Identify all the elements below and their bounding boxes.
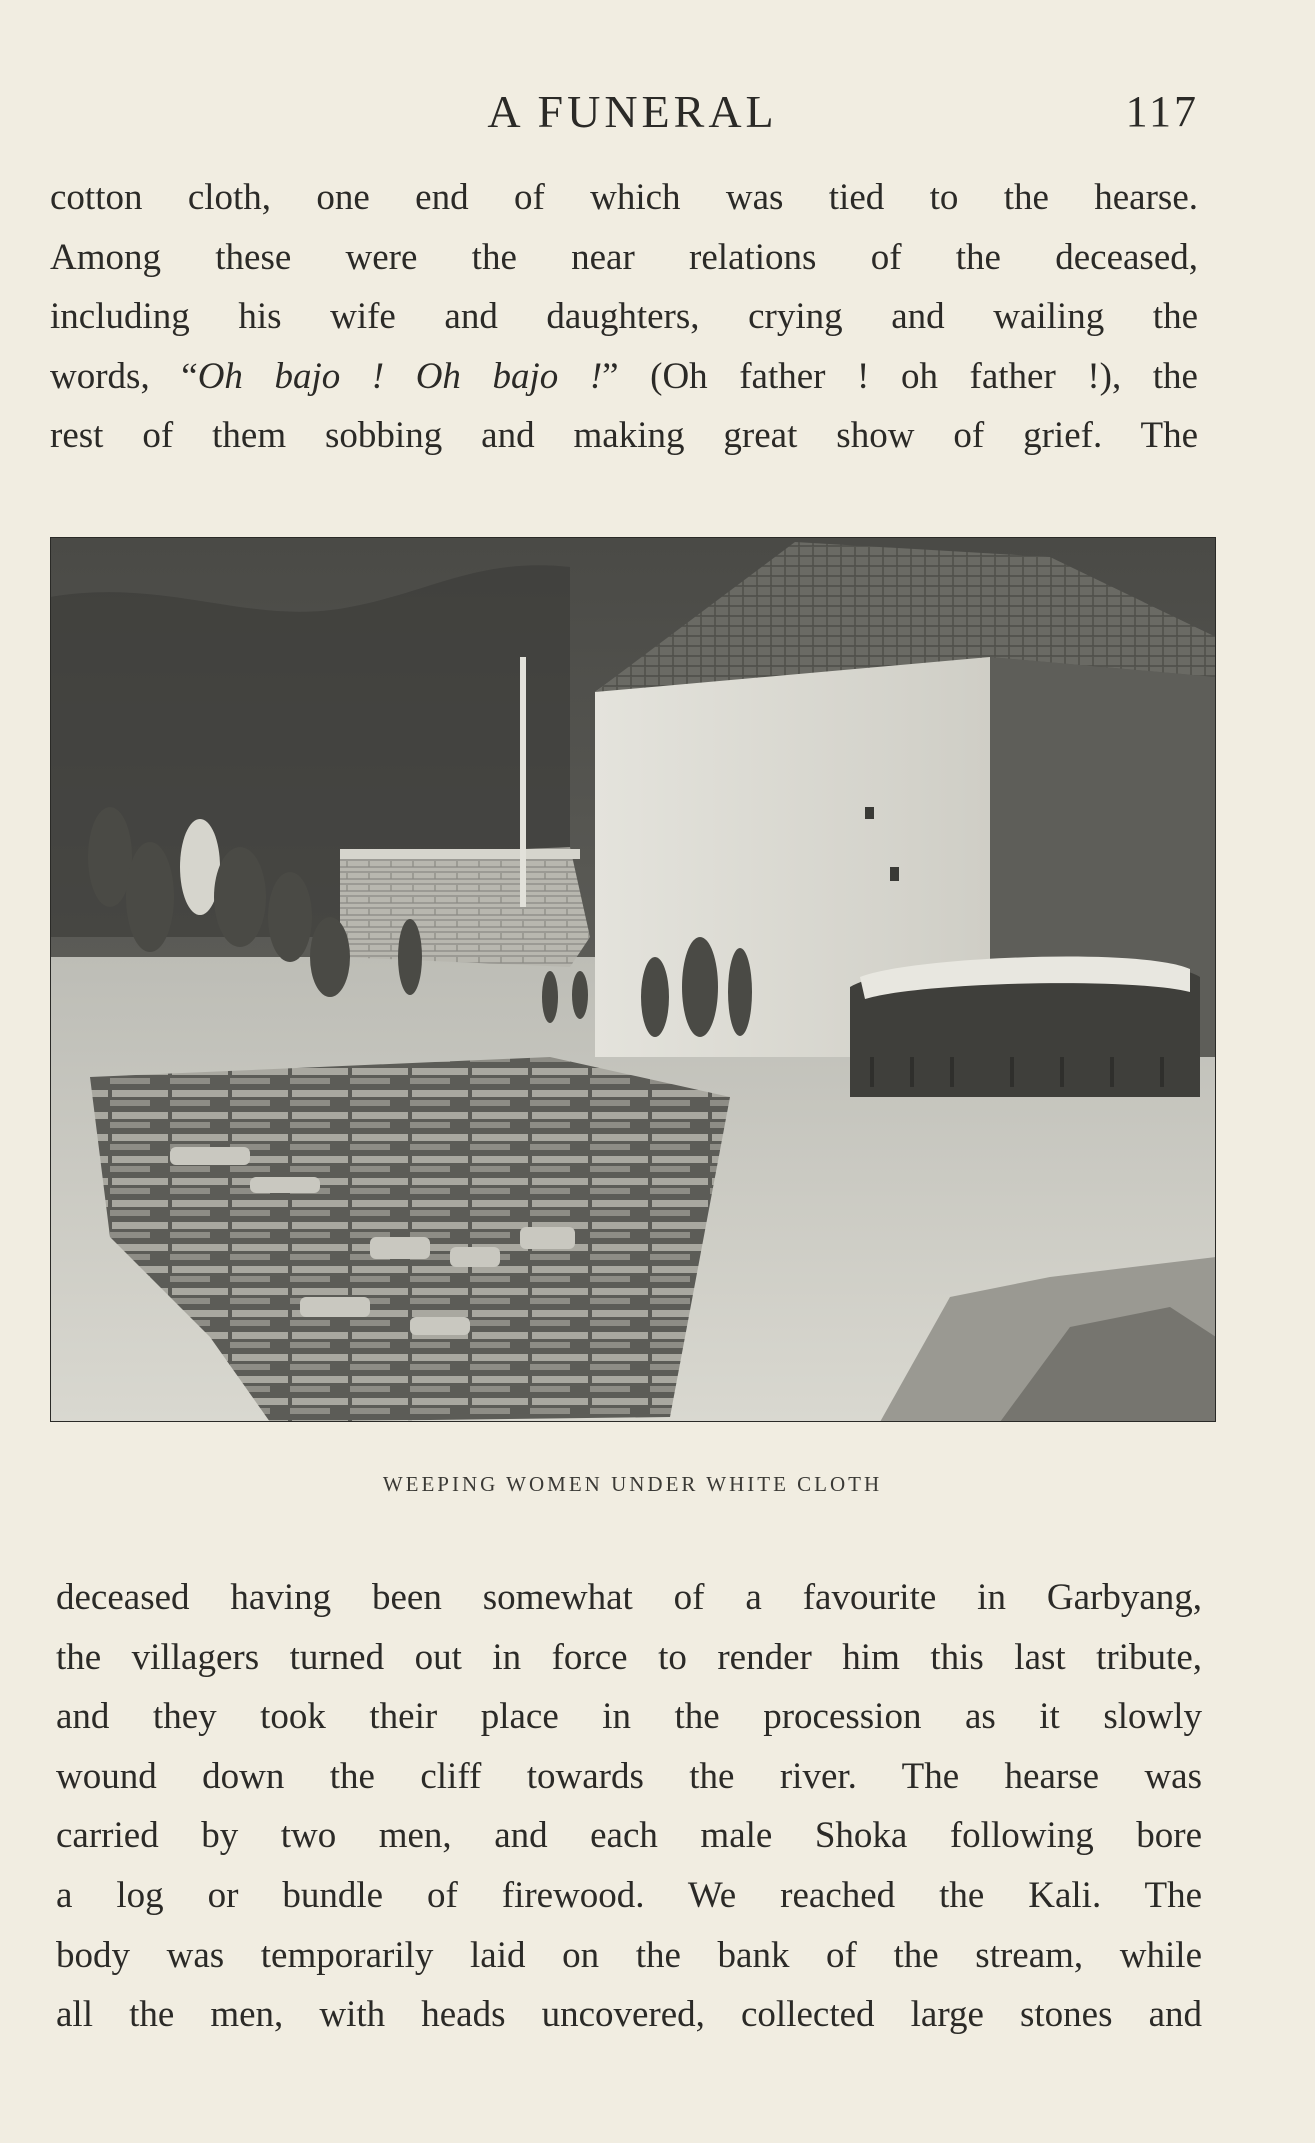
photograph-plate — [50, 537, 1216, 1422]
text-line: all the men, with heads uncovered, collected large stones and — [56, 1994, 1202, 2036]
text-line: and they took their place in the procession as it slowly — [56, 1696, 1202, 1738]
italic-quote: Oh bajo ! Oh bajo ! — [197, 355, 603, 397]
figure-caption: WEEPING WOMEN UNDER WHITE CLOTH — [382, 1472, 883, 1496]
text-line: rest of them sobbing and making great show of grief. The — [50, 415, 1198, 457]
text-line-with-italic — [50, 347, 1198, 407]
text-line: wound down the cliff towards the river. The hearse was — [56, 1755, 1202, 1797]
paragraph-bottom — [56, 1568, 1202, 2045]
photograph-image — [50, 537, 1216, 1422]
page-header — [0, 82, 1315, 142]
text-fragment: ” (Oh father ! oh father !), the — [602, 355, 1198, 397]
running-title: A FUNERAL — [487, 86, 778, 137]
text-line: cotton cloth, one end of which was tied to the hearse. — [50, 177, 1198, 218]
text-line: the villagers turned out in force to render him this last tribute, — [56, 1636, 1202, 1678]
text-line: Among these were the near relations of the deceased, — [50, 236, 1198, 278]
text-line: deceased having been somewhat of a favourite in Garbyang, — [56, 1577, 1202, 1618]
page-number: 117 — [1125, 87, 1199, 136]
text-line: carried by two men, and each male Shoka following bore — [56, 1815, 1202, 1857]
text-line: a log or bundle of firewood. We reached the Kali. The — [56, 1874, 1202, 1916]
text-line: body was temporarily laid on the bank of the stream, while — [56, 1934, 1202, 1976]
text-line: including his wife and daughters, crying and wailing the — [50, 296, 1198, 338]
paragraph-top — [50, 168, 1198, 466]
text-fragment: words, “ — [50, 355, 198, 397]
